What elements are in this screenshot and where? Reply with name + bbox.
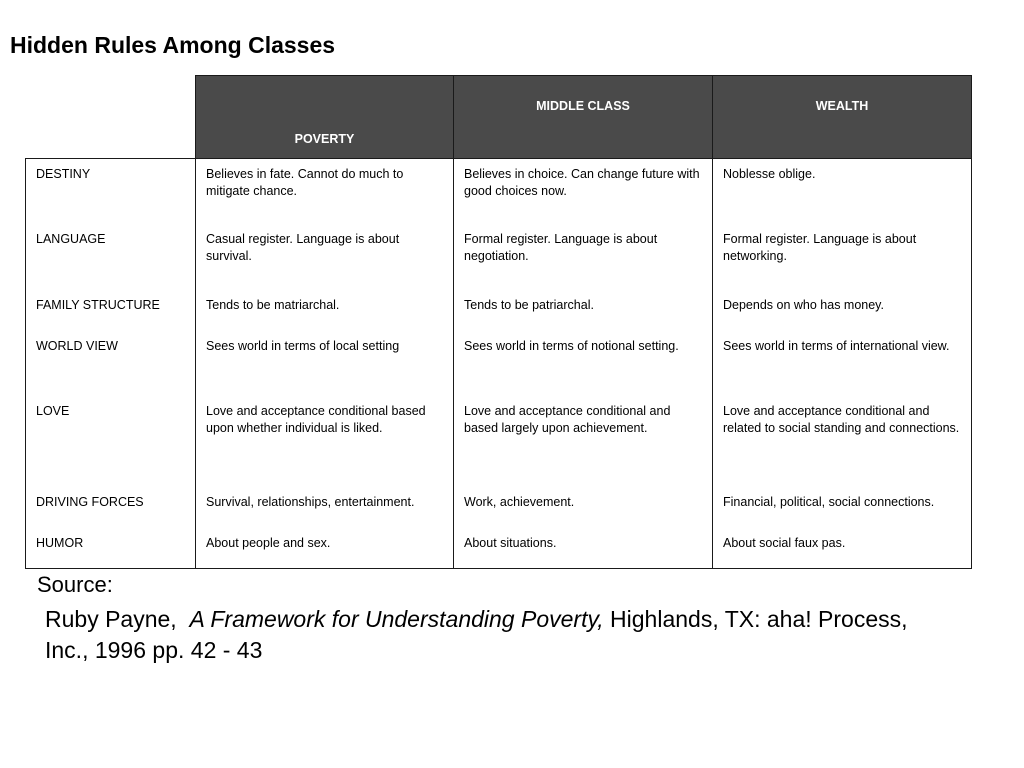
table-cell: Work, achievement.	[454, 487, 713, 528]
table-cell: Formal register. Language is about networking.	[713, 224, 972, 290]
header-corner-cell	[26, 76, 196, 159]
table-cell: Tends to be matriarchal.	[196, 290, 454, 331]
table-cell: About social faux pas.	[713, 528, 972, 569]
table-cell: About situations.	[454, 528, 713, 569]
table-row	[26, 487, 972, 528]
table-cell: Sees world in terms of local setting	[196, 331, 454, 396]
table-row	[26, 331, 972, 396]
hidden-rules-table	[25, 75, 972, 569]
table-cell: Love and acceptance conditional and related to social standing and connections.	[713, 396, 972, 487]
column-header-middle-class: MIDDLE CLASS	[454, 76, 713, 159]
table-cell: Tends to be patriarchal.	[454, 290, 713, 331]
citation-author: Ruby Payne,	[45, 606, 177, 632]
table-cell: Survival, relationships, entertainment.	[196, 487, 454, 528]
page-title: Hidden Rules Among Classes	[10, 32, 336, 58]
row-label: WORLD VIEW	[26, 331, 196, 396]
source-citation	[45, 604, 945, 666]
row-label: LOVE	[26, 396, 196, 487]
table-row	[26, 396, 972, 487]
column-header-wealth: WEALTH	[713, 76, 972, 159]
table-cell: Casual register. Language is about survival.	[196, 224, 454, 290]
table-cell: Financial, political, social connections.	[713, 487, 972, 528]
table-cell: Love and acceptance conditional based upon whether individual is liked.	[196, 396, 454, 487]
source-label: Source:	[37, 572, 113, 597]
row-label: DRIVING FORCES	[26, 487, 196, 528]
table-cell: Sees world in terms of international view.	[713, 331, 972, 396]
citation-book-title: A Framework for Understanding Poverty,	[189, 606, 604, 632]
table-cell: Sees world in terms of notional setting.	[454, 331, 713, 396]
row-label: FAMILY STRUCTURE	[26, 290, 196, 331]
table-cell: Believes in fate. Cannot do much to mitigate chance.	[196, 159, 454, 224]
column-header-poverty: POVERTY	[196, 76, 454, 159]
header-row	[26, 76, 972, 159]
row-label: HUMOR	[26, 528, 196, 569]
table-cell: Depends on who has money.	[713, 290, 972, 331]
citation-publisher: Highlands, TX: aha! Process, Inc., 1996 pp. 42 - 43	[45, 606, 908, 663]
table-cell: About people and sex.	[196, 528, 454, 569]
table-row	[26, 290, 972, 331]
table-cell: Love and acceptance conditional and based largely upon achievement.	[454, 396, 713, 487]
table-cell: Noblesse oblige.	[713, 159, 972, 224]
row-label: DESTINY	[26, 159, 196, 224]
table-cell: Believes in choice. Can change future with good choices now.	[454, 159, 713, 224]
table-row	[26, 159, 972, 224]
table-row	[26, 528, 972, 569]
table-cell: Formal register. Language is about negotiation.	[454, 224, 713, 290]
table-row	[26, 224, 972, 290]
row-label: LANGUAGE	[26, 224, 196, 290]
